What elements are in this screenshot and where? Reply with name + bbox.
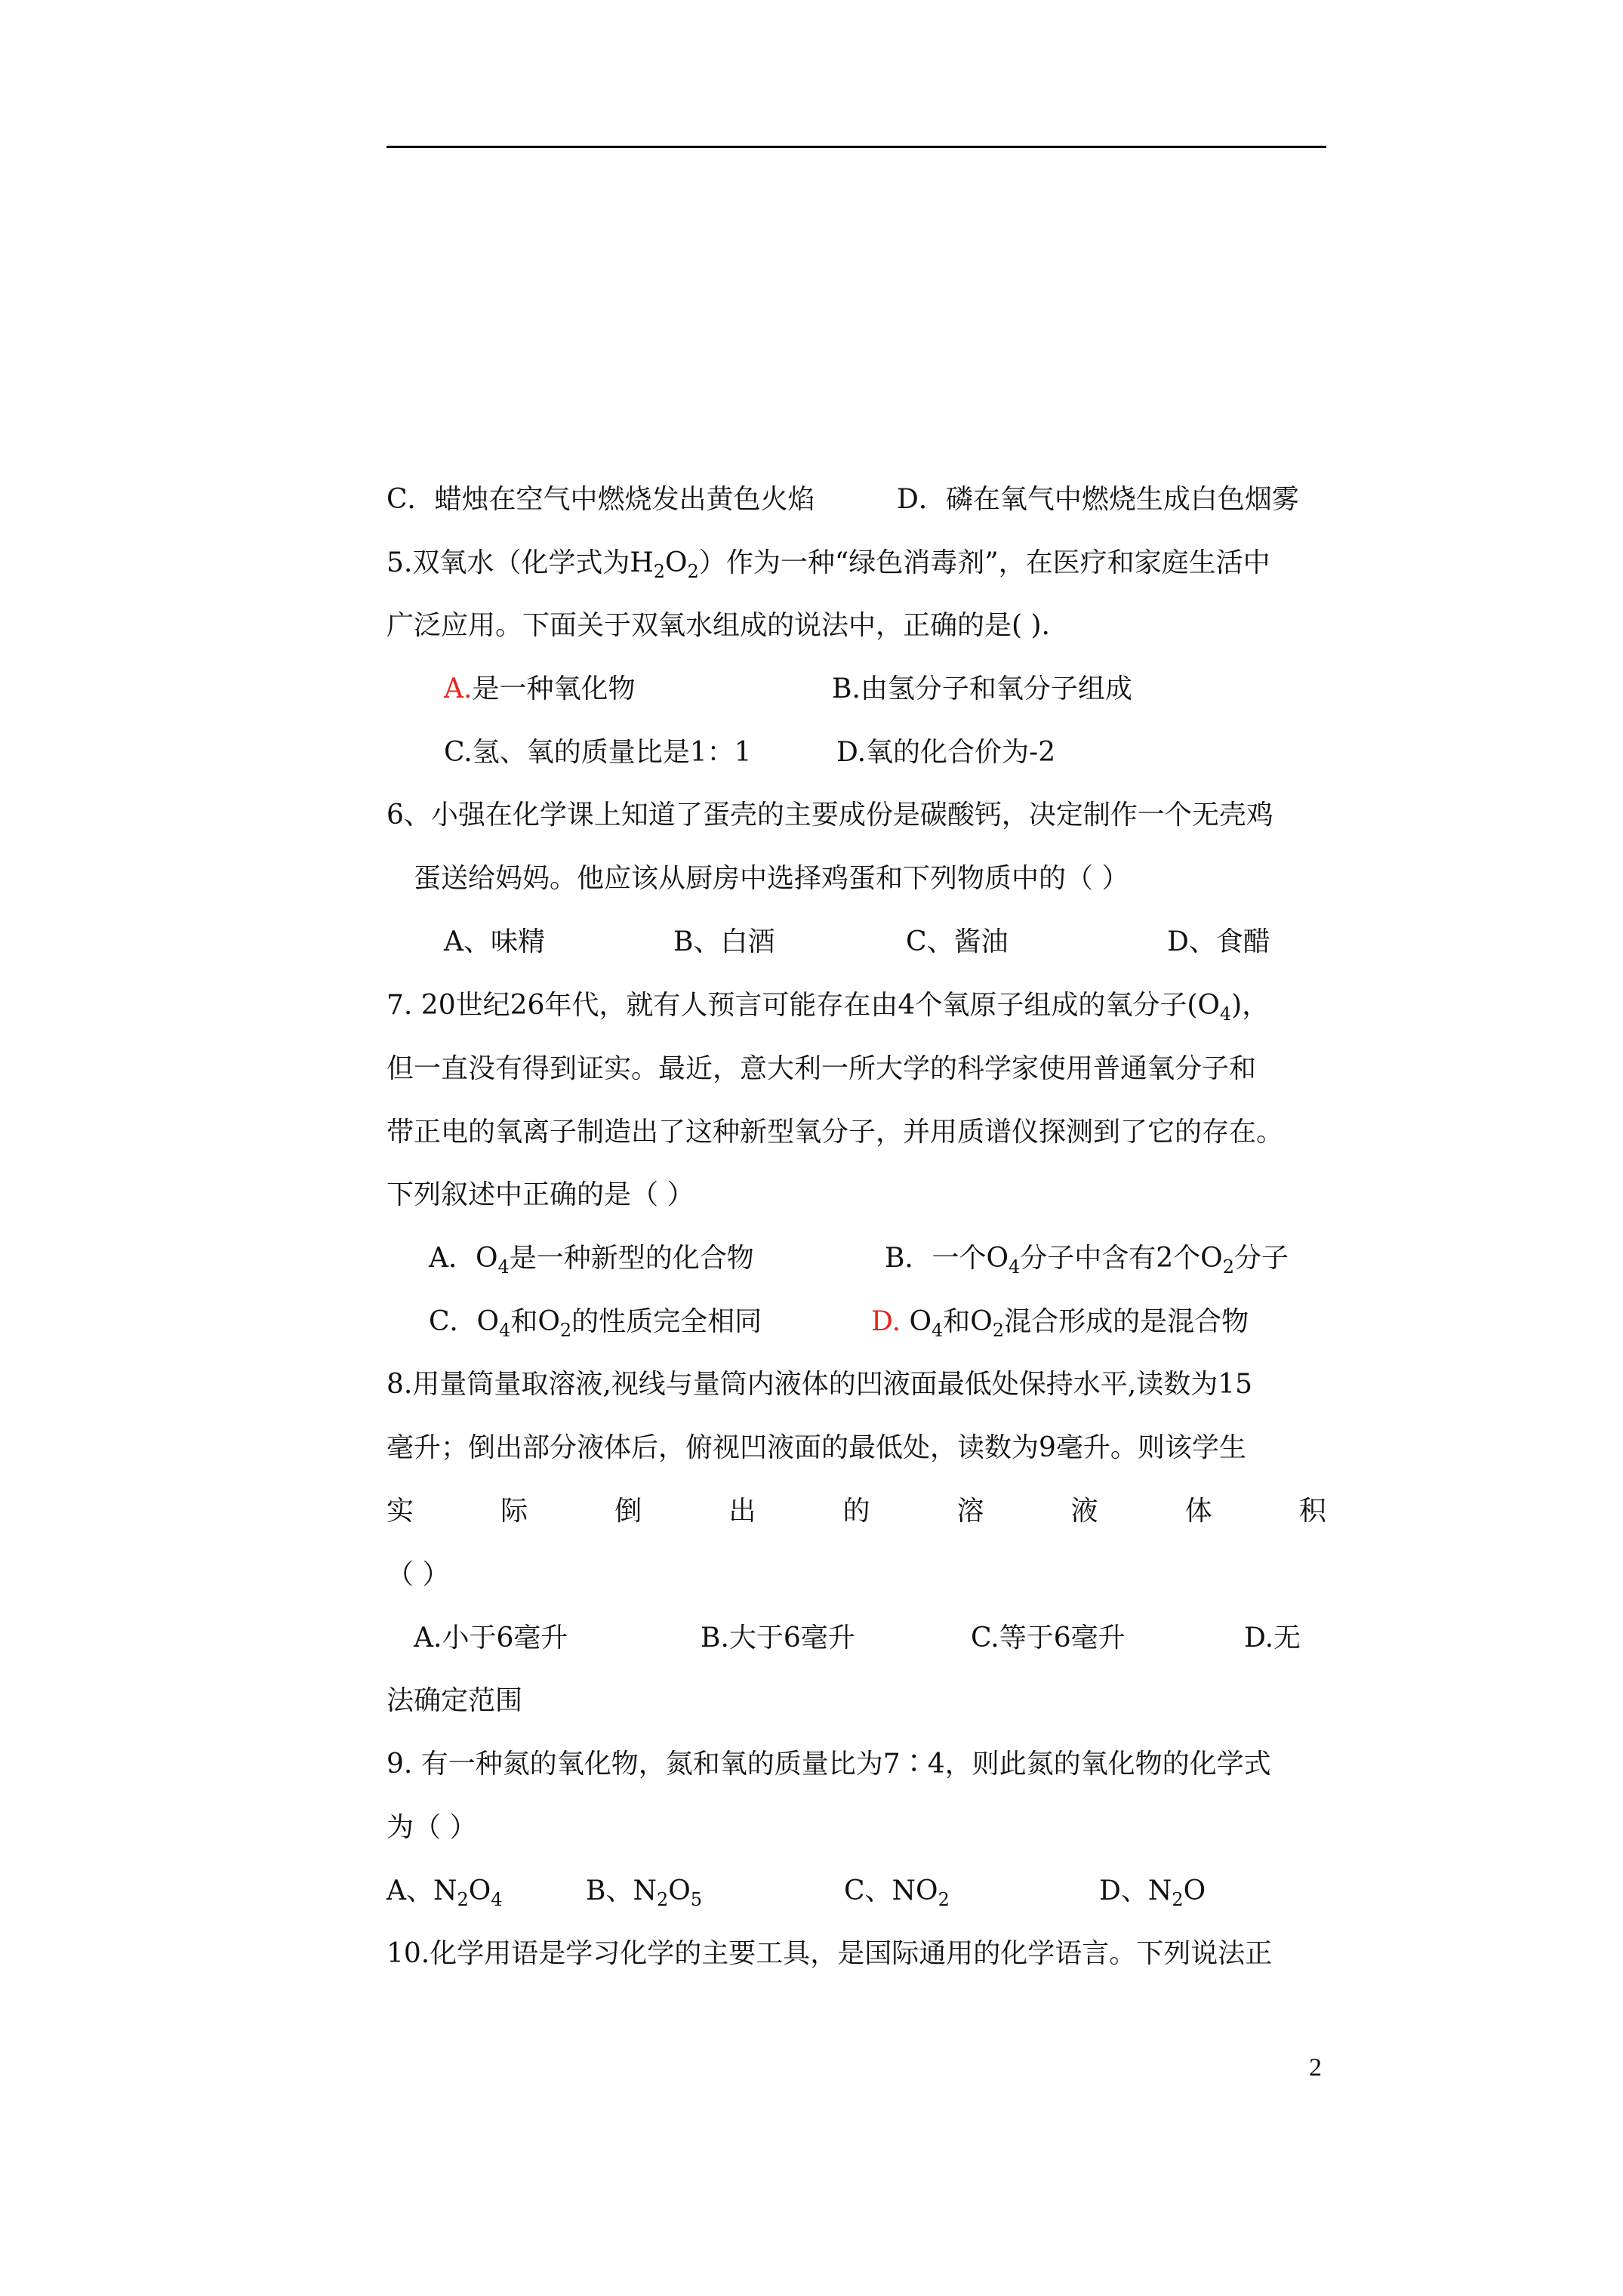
- q5-answer-marker: A.: [444, 673, 473, 704]
- q8-stem-line-2: 毫升；倒出部分液体后，俯视凹液面的最低处，读数为9毫升。则该学生: [387, 1432, 1246, 1463]
- q6-option-d: D、食醋: [1167, 926, 1270, 957]
- q5-stem-line-2: 广泛应用。下面关于双氧水组成的说法中，正确的是( ).: [387, 610, 1050, 641]
- q8-option-b: B.大于6毫升: [701, 1623, 855, 1653]
- q7-option-b: B．一个$O_4$分子中含有2个$O_2$分子: [885, 1243, 1289, 1277]
- q7-stem-line-3: 带正电的氧离子制造出了这种新型氧分子，并用质谱仪探测到了它的存在。: [387, 1117, 1284, 1148]
- header-rule: [387, 146, 1326, 148]
- q9-option-a: A、$N_2O_4$: [387, 1875, 503, 1910]
- q8-option-a: A.小于6毫升: [414, 1623, 568, 1653]
- q7-answer-marker: D.: [871, 1306, 901, 1337]
- q6-stem-line-1: 6、小强在化学课上知道了蛋壳的主要成份是碳酸钙，决定制作一个无壳鸡: [387, 800, 1273, 831]
- q9-stem-line-2: 为（ ）: [387, 1812, 477, 1843]
- q9-stem-line-1: 9. 有一种氮的氧化物，氮和氧的质量比为7∶4，则此氮的氧化物的化学式: [387, 1749, 1271, 1780]
- q6-option-a: A、味精: [444, 926, 545, 957]
- q8-stem-line-3: 实 际 倒 出 的 溶 液 体 积: [387, 1496, 1326, 1527]
- q8-answer-blank: （ ）: [387, 1559, 450, 1590]
- q4-option-c: C．蜡烛在空气中燃烧发出黄色火焰: [387, 484, 815, 515]
- q5-option-d: D.氧的化合价为-2: [836, 737, 1056, 768]
- q4-option-d: D．磷在氧气中燃烧生成白色烟雾: [897, 484, 1299, 515]
- q5-stem-line-1: 5.双氧水（化学式为$H_2O_2$）作为一种“绿色消毒剂”，在医疗和家庭生活中: [387, 547, 1270, 582]
- q7-option-d: D. $O_4$和$O_2$混合形成的是混合物: [871, 1306, 1249, 1341]
- page-number: 2: [1309, 2054, 1322, 2082]
- q5-option-b: B.由氢分子和氧分子组成: [832, 673, 1132, 704]
- q9-option-c: C、$NO_2$: [844, 1875, 950, 1910]
- q9-option-b: B、$N_2O_5$: [586, 1875, 703, 1910]
- q9-option-d: D、$N_2O$: [1099, 1875, 1206, 1910]
- q10-stem-line-1: 10.化学用语是学习化学的主要工具，是国际通用的化学语言。下列说法正: [387, 1938, 1273, 1969]
- q5-option-a: A.是一种氧化物: [444, 673, 636, 704]
- q7-stem-line-1: 7. 20世纪26年代，就有人预言可能存在由4个氧原子组成的氧分子$(O_4)$，: [387, 990, 1270, 1025]
- q8-stem-line-1: 8.用量筒量取溶液,视线与量筒内液体的凹液面最低处保持水平,读数为15: [387, 1369, 1253, 1400]
- q7-option-c: C．$O_4$和$O_2$的性质完全相同: [429, 1306, 762, 1341]
- q5-option-c: C.氢、氧的质量比是1：1: [444, 737, 752, 768]
- q6-option-b: B、白酒: [673, 926, 775, 957]
- q7-option-a: A．$O_4$是一种新型的化合物: [429, 1243, 754, 1277]
- q8-option-c: C.等于6毫升: [971, 1623, 1126, 1653]
- q8-option-d-continued: 法确定范围: [387, 1685, 523, 1716]
- q7-stem-line-2: 但一直没有得到证实。最近，意大利一所大学的科学家使用普通氧分子和: [387, 1053, 1257, 1084]
- q6-option-c: C、酱油: [906, 926, 1009, 957]
- q8-option-d: D.无: [1244, 1623, 1301, 1653]
- q6-stem-line-2: 蛋送给妈妈。他应该从厨房中选择鸡蛋和下列物质中的（ ）: [414, 863, 1129, 894]
- q7-stem-line-4: 下列叙述中正确的是（ ）: [387, 1179, 694, 1210]
